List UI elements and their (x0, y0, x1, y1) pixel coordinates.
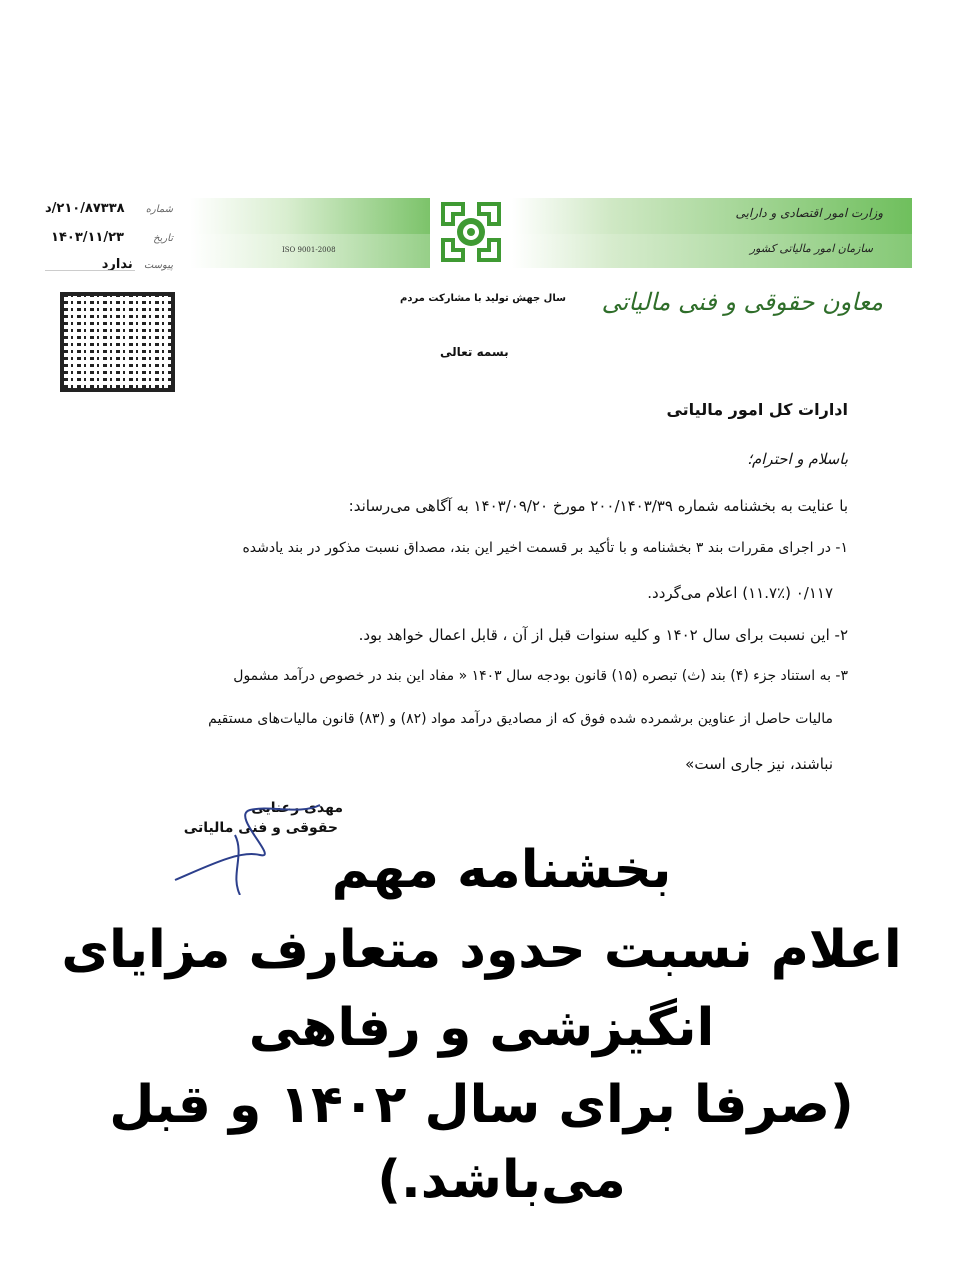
attachment-value: ندارد (101, 257, 133, 272)
qr-code (60, 292, 175, 392)
letter-number: ۲۱۰/۸۷۳۳۸/د (44, 201, 125, 216)
greeting: باسلام و احترام؛ (747, 450, 848, 468)
attachment-label: پیوست (143, 260, 173, 271)
letter-date-row (51, 226, 173, 245)
caption-line-5: می‌باشد.) (377, 1150, 626, 1210)
caption-line-4: (صرفا برای سال ۱۴۰۲ و قبل (109, 1075, 854, 1135)
item-3-line-1: ۳- به استناد جزء (۴) بند (ث) تبصره (۱۵) قانون بودجه سال ۱۴۰۳ « مفاد این بند در خصوص درآمد مشمول (233, 668, 848, 684)
caption-line-3: انگیزشی و رفاهی (248, 998, 715, 1058)
signer-title: حقوقی و فنی مالیاتی (183, 820, 338, 836)
item-3-line-2: مالیات حاصل از عناوین برشمرده شده فوق که از مصادیق درآمد مواد (۸۲) و (۸۳) قانون مالیات‌های مستقیم (208, 711, 833, 727)
intro-line: با عنایت به بخشنامه شماره ۲۰۰/۱۴۰۳/۳۹ مورخ ۱۴۰۳/۰۹/۲۰ به آگاهی می‌رساند: (348, 497, 848, 515)
tax-organization-logo-icon (433, 194, 509, 270)
recipient: ادارات کل امور مالیاتی (666, 400, 848, 419)
ministry-name: وزارت امور اقتصادی و دارایی (735, 206, 883, 220)
slogan: سال جهش تولید با مشارکت مردم (400, 293, 566, 304)
item-2: ۲- این نسبت برای سال ۱۴۰۲ و کلیه سنوات قبل از آن ، قابل اعمال خواهد بود. (358, 626, 848, 644)
caption-line-2: اعلام نسبت حدود متعارف مزایای (61, 920, 902, 980)
caption-line-1: بخشنامه مهم (331, 840, 672, 900)
number-label: شماره (145, 204, 173, 215)
deputy-title: معاون حقوقی و فنی مالیاتی (601, 288, 883, 316)
letter-date: ۱۴۰۳/۱۱/۲۳ (51, 230, 124, 245)
date-label: تاریخ (153, 233, 173, 244)
item-1-line-1: ۱- در اجرای مقررات بند ۳ بخشنامه و با تأکید بر قسمت اخیر این بند، مصداق نسبت مذکور در بند یادشده (242, 540, 848, 556)
iso-label: ISO 9001-2008 (282, 246, 336, 254)
letter-number-row (45, 197, 173, 216)
letterhead-band-left-top (190, 198, 430, 234)
meta-underline (45, 270, 135, 271)
item-3-line-3: نباشند، نیز جاری است» (685, 755, 833, 773)
organization-name: سازمان امور مالیاتی کشور (749, 242, 873, 255)
signer-name: مهدی رعنایی (251, 800, 343, 816)
item-1-line-2: ۰/۱۱۷ (۱۱.۷٪) اعلام می‌گردد. (647, 584, 833, 602)
bismillah: بسمه تعالی (440, 345, 509, 359)
